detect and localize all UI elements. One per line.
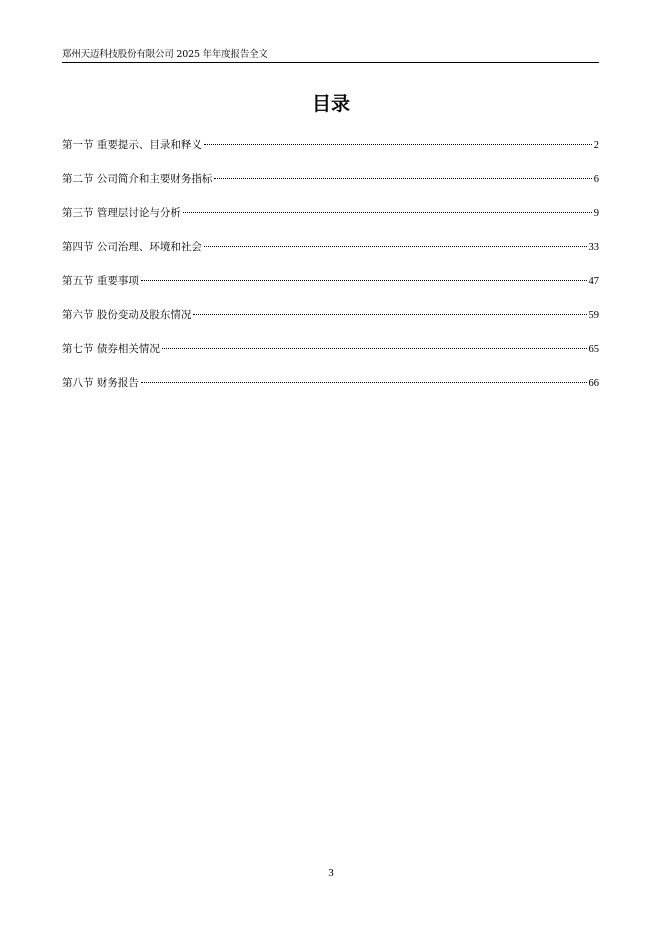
toc-entry-label: 第八节 财务报告	[62, 377, 139, 389]
toc-entry-page: 9	[593, 208, 599, 219]
toc-entry-page: 2	[593, 140, 599, 151]
toc-dot-leader	[183, 212, 592, 213]
toc-dot-leader	[214, 178, 591, 179]
toc-entry-label: 第一节 重要提示、目录和释义	[62, 139, 202, 151]
toc-title: 目录	[311, 93, 350, 115]
toc-dot-leader	[162, 348, 587, 349]
toc-entry-5[interactable]	[62, 273, 599, 307]
toc-entry-page: 47	[588, 276, 599, 287]
toc-entry-label: 第五节 重要事项	[62, 275, 139, 287]
toc-entry-page: 65	[588, 344, 599, 355]
toc-entry-page: 59	[588, 310, 599, 321]
toc-entry-3[interactable]	[62, 205, 599, 239]
toc-entry-8[interactable]	[62, 375, 599, 409]
toc-dot-leader	[141, 382, 587, 383]
toc-entry-6[interactable]	[62, 307, 599, 341]
toc-entry-label: 第七节 债券相关情况	[62, 343, 160, 355]
toc-entry-page: 66	[588, 378, 599, 389]
toc-entry-1[interactable]	[62, 137, 599, 171]
toc-entry-4[interactable]	[62, 239, 599, 273]
toc-entry-page: 6	[593, 174, 599, 185]
toc-entry-7[interactable]	[62, 341, 599, 375]
toc-entry-label: 第三节 管理层讨论与分析	[62, 207, 181, 219]
toc-entry-label: 第二节 公司简介和主要财务指标	[62, 173, 213, 185]
page-header	[62, 47, 599, 63]
toc-entry-page: 33	[588, 242, 599, 253]
header-text: 郑州天迈科技股份有限公司 2025 年年度报告全文	[62, 49, 268, 60]
toc-entry-label: 第六节 股份变动及股东情况	[62, 309, 192, 321]
toc-dot-leader	[141, 280, 587, 281]
toc-list	[62, 137, 599, 409]
toc-dot-leader	[193, 314, 586, 315]
toc-entry-label: 第四节 公司治理、环境和社会	[62, 241, 202, 253]
toc-entry-2[interactable]	[62, 171, 599, 205]
page-number: 3	[328, 867, 334, 879]
toc-dot-leader	[204, 246, 587, 247]
toc-dot-leader	[204, 144, 592, 145]
